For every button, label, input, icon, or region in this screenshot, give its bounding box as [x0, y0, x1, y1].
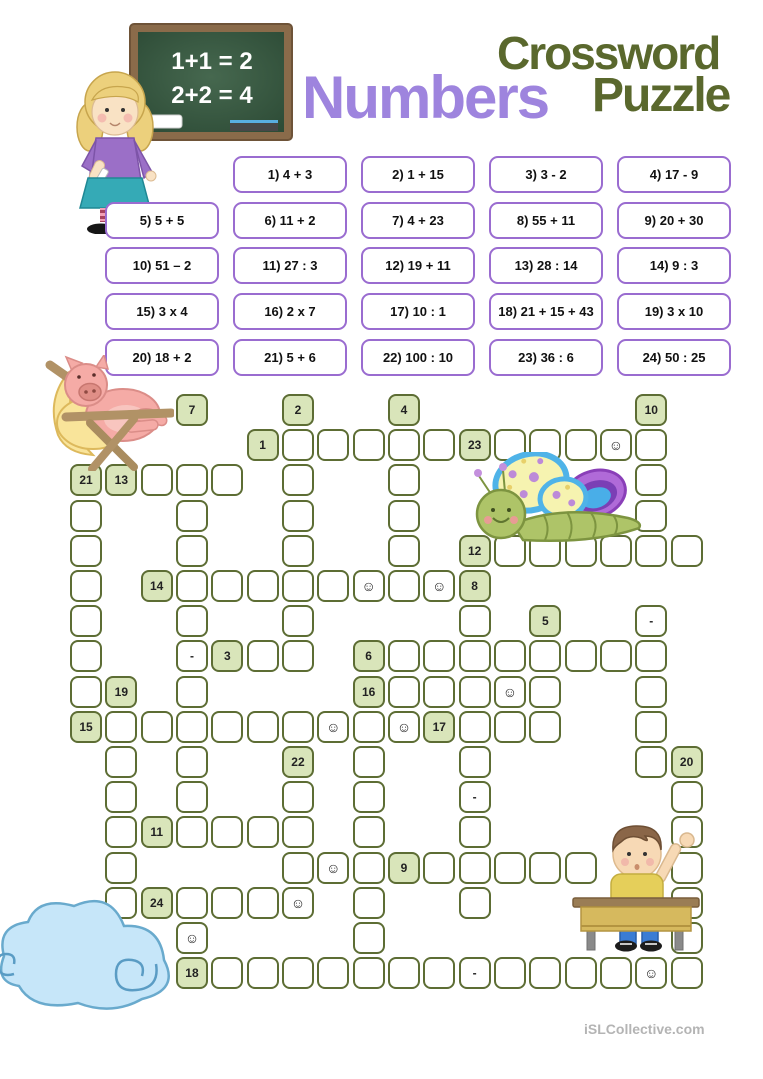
- answer-cell[interactable]: [353, 852, 385, 884]
- answer-cell[interactable]: [388, 957, 420, 989]
- clue-number-cell: 11: [141, 816, 173, 848]
- clue-box: 7) 4 + 23: [361, 202, 475, 239]
- clue-box: 11) 27 : 3: [233, 247, 347, 284]
- clue-box: 19) 3 x 10: [617, 293, 731, 330]
- answer-cell[interactable]: [282, 429, 314, 461]
- answer-cell[interactable]: [105, 816, 137, 848]
- smiley-cell: [353, 570, 385, 602]
- answer-cell[interactable]: [282, 640, 314, 672]
- cloud-illustration: [0, 872, 188, 1014]
- answer-cell[interactable]: [671, 957, 703, 989]
- clue-box: 24) 50 : 25: [617, 339, 731, 376]
- smiley-cell: [494, 676, 526, 708]
- answer-cell[interactable]: [494, 711, 526, 743]
- answer-cell[interactable]: [247, 887, 279, 919]
- smiley-icon: ☺: [644, 965, 659, 982]
- smiley-icon: ☺: [396, 718, 412, 735]
- answer-cell[interactable]: [353, 429, 385, 461]
- answer-cell[interactable]: [600, 957, 632, 989]
- hyphen-cell: -: [459, 957, 491, 989]
- answer-cell[interactable]: [353, 922, 385, 954]
- answer-cell[interactable]: [282, 464, 314, 496]
- hyphen-cell: -: [459, 781, 491, 813]
- answer-cell[interactable]: [388, 640, 420, 672]
- answer-cell[interactable]: [671, 781, 703, 813]
- clue-box: 22) 100 : 10: [361, 339, 475, 376]
- answer-cell[interactable]: [423, 640, 455, 672]
- answer-cell[interactable]: [176, 535, 208, 567]
- smiley-icon: ☺: [502, 683, 518, 700]
- answer-cell[interactable]: [211, 816, 243, 848]
- answer-cell[interactable]: [459, 746, 491, 778]
- hyphen-cell: -: [176, 640, 208, 672]
- clue-number-cell: 13: [105, 464, 137, 496]
- smiley-cell: [388, 711, 420, 743]
- answer-cell[interactable]: [459, 816, 491, 848]
- answer-cell[interactable]: [105, 711, 137, 743]
- answer-cell[interactable]: [353, 746, 385, 778]
- answer-cell[interactable]: [282, 570, 314, 602]
- answer-cell[interactable]: [671, 535, 703, 567]
- clue-box: 18) 21 + 15 + 43: [489, 293, 603, 330]
- clue-number-cell: 19: [105, 676, 137, 708]
- answer-cell[interactable]: [565, 957, 597, 989]
- clue-box: 6) 11 + 2: [233, 202, 347, 239]
- answer-cell[interactable]: [105, 746, 137, 778]
- answer-cell[interactable]: [70, 605, 102, 637]
- smiley-icon: ☺: [326, 859, 341, 876]
- clue-box: 23) 36 : 6: [489, 339, 603, 376]
- smiley-cell: [282, 887, 314, 919]
- clue-number-cell: 1: [247, 429, 279, 461]
- clue-number-cell: 7: [176, 394, 208, 426]
- answer-cell[interactable]: [247, 570, 279, 602]
- answer-cell[interactable]: [211, 570, 243, 602]
- answer-cell[interactable]: [388, 429, 420, 461]
- answer-cell[interactable]: [494, 640, 526, 672]
- boy-at-desk-illustration: [565, 820, 707, 952]
- clue-number-cell: 14: [141, 570, 173, 602]
- clue-box: 9) 20 + 30: [617, 202, 731, 239]
- answer-cell[interactable]: [211, 887, 243, 919]
- smiley-icon: ☺: [361, 578, 376, 594]
- smiley-cell: [317, 711, 349, 743]
- answer-cell[interactable]: [176, 605, 208, 637]
- answer-cell[interactable]: [282, 957, 314, 989]
- answer-cell[interactable]: [635, 711, 667, 743]
- clue-number-cell: 10: [635, 394, 667, 426]
- answer-cell[interactable]: [529, 957, 561, 989]
- answer-cell[interactable]: [423, 957, 455, 989]
- answer-cell[interactable]: [459, 605, 491, 637]
- answer-cell[interactable]: [282, 535, 314, 567]
- clue-box: 14) 9 : 3: [617, 247, 731, 284]
- answer-cell[interactable]: [70, 535, 102, 567]
- clue-box: 8) 55 + 11: [489, 202, 603, 239]
- smiley-cell: [317, 852, 349, 884]
- answer-cell[interactable]: [176, 500, 208, 532]
- answer-cell[interactable]: [282, 500, 314, 532]
- clue-number-cell: 22: [282, 746, 314, 778]
- answer-cell[interactable]: [176, 711, 208, 743]
- clue-box: 13) 28 : 14: [489, 247, 603, 284]
- clue-box: 20) 18 + 2: [105, 339, 219, 376]
- clue-number-cell: 17: [423, 711, 455, 743]
- answer-cell[interactable]: [70, 676, 102, 708]
- answer-cell[interactable]: [388, 464, 420, 496]
- answer-cell[interactable]: [353, 816, 385, 848]
- answer-cell[interactable]: [529, 711, 561, 743]
- answer-cell[interactable]: [141, 711, 173, 743]
- answer-cell[interactable]: [176, 676, 208, 708]
- answer-cell[interactable]: [353, 711, 385, 743]
- answer-cell[interactable]: [211, 464, 243, 496]
- clue-box: 10) 51 – 2: [105, 247, 219, 284]
- answer-cell[interactable]: [635, 746, 667, 778]
- clue-number-cell: 16: [353, 676, 385, 708]
- answer-cell[interactable]: [247, 816, 279, 848]
- smiley-icon: ☺: [608, 437, 624, 454]
- clue-box: 15) 3 x 4: [105, 293, 219, 330]
- clue-number-cell: 6: [353, 640, 385, 672]
- answer-cell[interactable]: [70, 500, 102, 532]
- answer-cell[interactable]: [353, 887, 385, 919]
- clue-box: 5) 5 + 5: [105, 202, 219, 239]
- answer-cell[interactable]: [211, 957, 243, 989]
- answer-cell[interactable]: [388, 500, 420, 532]
- answer-cell[interactable]: [211, 711, 243, 743]
- clue-box: 17) 10 : 1: [361, 293, 475, 330]
- subtitle-crossword: Crossword: [497, 27, 720, 79]
- clue-box: 2) 1 + 15: [361, 156, 475, 193]
- answer-cell[interactable]: [247, 957, 279, 989]
- answer-cell[interactable]: [459, 640, 491, 672]
- hyphen-cell: -: [635, 605, 667, 637]
- clue-number-cell: 2: [282, 394, 314, 426]
- clue-box: 16) 2 x 7: [233, 293, 347, 330]
- answer-cell[interactable]: [247, 711, 279, 743]
- answer-cell[interactable]: [388, 570, 420, 602]
- clue-number-cell: 15: [70, 711, 102, 743]
- clue-number-cell: 23: [459, 429, 491, 461]
- answer-cell[interactable]: [70, 570, 102, 602]
- clue-number-cell: 12: [459, 535, 491, 567]
- subtitle-puzzle: Puzzle: [592, 69, 730, 122]
- islcollective-watermark: iSLCollective.com: [584, 1021, 705, 1037]
- answer-cell[interactable]: [176, 816, 208, 848]
- clue-number-cell: 8: [459, 570, 491, 602]
- clue-box: 4) 17 - 9: [617, 156, 731, 193]
- answer-cell[interactable]: [176, 570, 208, 602]
- answer-cell[interactable]: [176, 746, 208, 778]
- clue-number-cell: 21: [70, 464, 102, 496]
- answer-cell[interactable]: [494, 957, 526, 989]
- smiley-icon: ☺: [432, 578, 447, 594]
- answer-cell[interactable]: [388, 535, 420, 567]
- clue-number-cell: 9: [388, 852, 420, 884]
- clue-number-cell: 24: [141, 887, 173, 919]
- clue-box: 1) 4 + 3: [233, 156, 347, 193]
- answer-cell[interactable]: [105, 781, 137, 813]
- answer-cell[interactable]: [176, 781, 208, 813]
- clue-number-cell: 3: [211, 640, 243, 672]
- answer-cell[interactable]: [459, 711, 491, 743]
- answer-cell[interactable]: [317, 429, 349, 461]
- clue-number-cell: 18: [176, 957, 208, 989]
- clue-number-cell: 4: [388, 394, 420, 426]
- answer-cell[interactable]: [600, 640, 632, 672]
- answer-cell[interactable]: [70, 640, 102, 672]
- answer-cell[interactable]: [423, 676, 455, 708]
- smiley-icon: ☺: [184, 930, 200, 946]
- clue-box: 21) 5 + 6: [233, 339, 347, 376]
- answer-cell[interactable]: [635, 640, 667, 672]
- answer-cell[interactable]: [529, 640, 561, 672]
- smiley-cell: [423, 570, 455, 602]
- answer-cell[interactable]: [565, 640, 597, 672]
- answer-cell[interactable]: [494, 852, 526, 884]
- answer-cell[interactable]: [282, 605, 314, 637]
- svg-text:1+1 = 2: 1+1 = 2: [171, 48, 253, 75]
- answer-cell[interactable]: [529, 852, 561, 884]
- answer-cell[interactable]: [317, 957, 349, 989]
- answer-cell[interactable]: [423, 852, 455, 884]
- answer-cell[interactable]: [353, 781, 385, 813]
- clue-box: 12) 19 + 11: [361, 247, 475, 284]
- smiley-icon: ☺: [326, 718, 341, 735]
- clue-box: 3) 3 - 2: [489, 156, 603, 193]
- answer-cell[interactable]: [459, 676, 491, 708]
- answer-cell[interactable]: [388, 676, 420, 708]
- answer-cell[interactable]: [282, 781, 314, 813]
- clue-number-cell: 20: [671, 746, 703, 778]
- answer-cell[interactable]: [459, 887, 491, 919]
- answer-cell[interactable]: [317, 570, 349, 602]
- answer-cell[interactable]: [282, 852, 314, 884]
- smiley-cell: [635, 957, 667, 989]
- smiley-icon: ☺: [290, 894, 306, 911]
- answer-cell[interactable]: [635, 676, 667, 708]
- answer-cell[interactable]: [176, 464, 208, 496]
- chalkboard: [130, 24, 292, 140]
- answer-cell[interactable]: [247, 640, 279, 672]
- page-title: Numbers: [302, 64, 549, 131]
- svg-text:2+2 = 4: 2+2 = 4: [171, 82, 253, 109]
- clue-number-cell: 5: [529, 605, 561, 637]
- answer-cell[interactable]: [282, 816, 314, 848]
- butterfly-caterpillar-illustration: [443, 452, 655, 548]
- pig-on-deckchair-illustration: [38, 355, 174, 471]
- answer-cell[interactable]: [529, 676, 561, 708]
- answer-cell[interactable]: [459, 852, 491, 884]
- answer-cell[interactable]: [353, 957, 385, 989]
- answer-cell[interactable]: [282, 711, 314, 743]
